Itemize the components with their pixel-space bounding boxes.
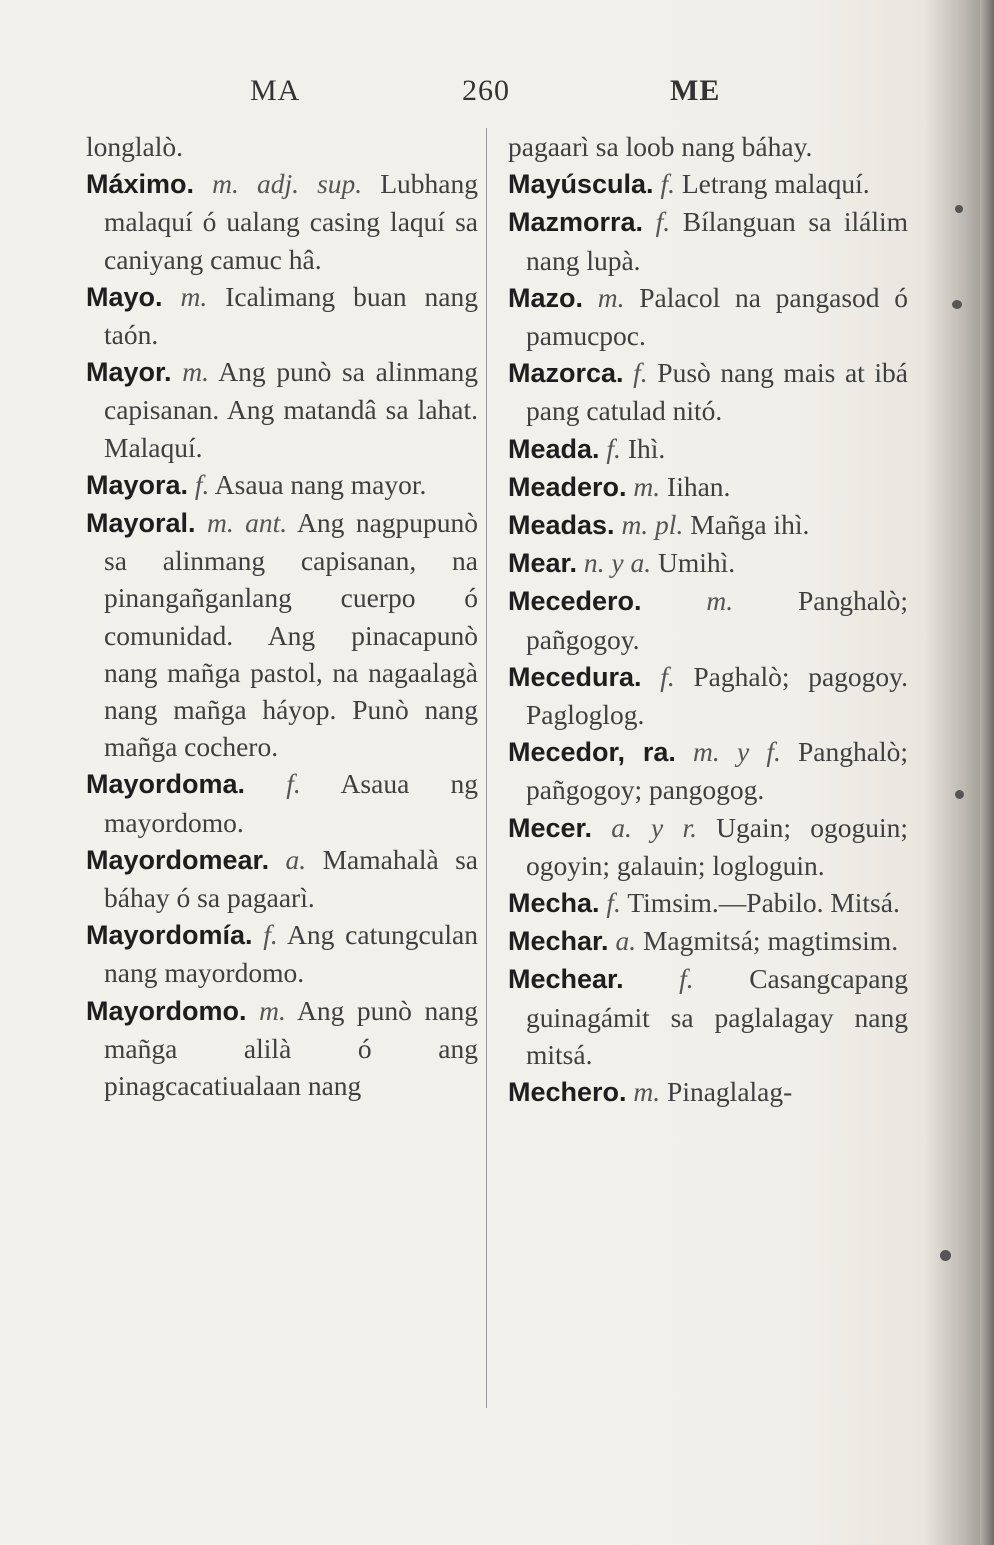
header-right-guide: ME bbox=[670, 74, 721, 107]
entry-grammar-label: f. bbox=[606, 887, 621, 919]
entry-grammar-label: m. bbox=[706, 585, 734, 617]
entry-definition: Ang nagpupunò sa alinmang capisanan, na pinangañganlang cuerpo ó comunidad. Ang pinacapunò nang mañga pastol, na nagaalagà nang mañga háyop. Punò nang mañga cochero. bbox=[104, 507, 479, 763]
entry-headword: Mear. bbox=[508, 548, 578, 579]
entry-headword: Mechear. bbox=[508, 964, 624, 995]
dictionary-entry bbox=[508, 354, 908, 429]
entry-headword: Mayoral. bbox=[86, 508, 196, 539]
column-divider bbox=[486, 128, 487, 1408]
dictionary-entry bbox=[508, 128, 908, 165]
dictionary-entry bbox=[86, 765, 478, 840]
dictionary-entry bbox=[508, 922, 908, 960]
page-number: 260 bbox=[462, 74, 510, 107]
entry-definition: Lubhang malaquí ó ualang casing laquí sa caniyang camuc hâ. bbox=[104, 168, 478, 275]
dictionary-entry bbox=[508, 582, 908, 657]
entry-grammar-label: m. bbox=[633, 470, 661, 502]
entry-headword: Mecedura. bbox=[508, 661, 642, 692]
entry-definition: Panghalò; pañgogoy. bbox=[526, 585, 908, 655]
dictionary-entry bbox=[508, 733, 908, 808]
entry-definition: Mamahalà sa báhay ó sa pagaarì. bbox=[104, 843, 479, 914]
left-column bbox=[86, 128, 478, 1104]
dictionary-entry bbox=[508, 506, 908, 544]
entry-headword: Máximo. bbox=[86, 169, 195, 200]
entry-headword: Mayordomear. bbox=[86, 844, 270, 875]
entry-headword: Mazmorra. bbox=[508, 207, 644, 238]
entry-headword: Mayúscula. bbox=[508, 169, 654, 200]
entry-headword: Mayordomo. bbox=[86, 995, 247, 1026]
entry-headword: Mayordoma. bbox=[86, 769, 246, 800]
entry-grammar-label: f. bbox=[660, 168, 675, 200]
entry-grammar-label: m. bbox=[182, 356, 210, 388]
entry-grammar-label: m. bbox=[259, 994, 286, 1026]
entry-definition: Iihan. bbox=[667, 470, 731, 502]
entry-headword: Mayordomía. bbox=[86, 920, 253, 951]
dictionary-entry bbox=[508, 430, 908, 468]
entry-definition: pagaarì sa loob nang báhay. bbox=[508, 131, 813, 162]
entry-grammar-label: f. bbox=[606, 432, 621, 464]
dictionary-entry bbox=[86, 992, 478, 1105]
dictionary-entry bbox=[508, 658, 908, 733]
entry-headword: Meadero. bbox=[508, 471, 627, 502]
entry-definition: Pinaglalag- bbox=[667, 1076, 793, 1108]
dictionary-entry bbox=[508, 544, 908, 582]
entry-definition: Casangcapang guinagámit sa paglalagay nang mitsá. bbox=[526, 963, 909, 1070]
entry-grammar-label: f. bbox=[263, 919, 278, 951]
entry-definition: Ihì. bbox=[627, 432, 666, 464]
entry-headword: Mecer. bbox=[508, 812, 593, 843]
entry-headword: Meadas. bbox=[508, 510, 615, 541]
entry-grammar-label: n. y a. bbox=[583, 547, 652, 579]
entry-headword: Mecedero. bbox=[508, 586, 642, 617]
entry-definition: Ang punò nang mañga alilà ó ang pinagcacatiualaan nang bbox=[104, 994, 478, 1102]
dictionary-entry bbox=[508, 468, 908, 506]
dictionary-entry bbox=[86, 504, 478, 765]
entry-headword: Mecedor, ra. bbox=[508, 737, 676, 768]
entry-grammar-label: f. bbox=[286, 768, 301, 800]
dictionary-entry bbox=[86, 353, 478, 466]
entry-definition: Magmitsá; magtimsim. bbox=[642, 925, 899, 957]
entry-headword: Mayo. bbox=[86, 281, 163, 312]
entry-grammar-label: f. bbox=[655, 206, 671, 238]
entry-definition: Asaua nang mayor. bbox=[214, 468, 427, 500]
page-edge-shadow bbox=[980, 0, 994, 1545]
dictionary-entry bbox=[86, 278, 478, 353]
entry-definition: Palacol na pangasod ó pamucpoc. bbox=[526, 281, 909, 352]
entry-definition: Pusò nang mais at ibá pang catulad nitó. bbox=[526, 357, 909, 427]
entry-grammar-label: m. pl. bbox=[621, 509, 684, 541]
dictionary-entry bbox=[508, 165, 908, 203]
running-header bbox=[80, 74, 900, 114]
entry-grammar-label: f. bbox=[633, 357, 648, 389]
dictionary-entry bbox=[508, 960, 908, 1073]
dictionary-entry bbox=[86, 916, 478, 991]
dictionary-entry bbox=[86, 841, 478, 916]
dictionary-entry bbox=[86, 165, 478, 278]
dictionary-entry bbox=[86, 466, 478, 504]
dictionary-entry bbox=[508, 203, 908, 278]
dictionary-entry bbox=[508, 809, 908, 884]
entry-grammar-label: a. y r. bbox=[611, 811, 697, 843]
entry-definition: Panghalò; pañgogoy; pangogog. bbox=[526, 736, 909, 806]
entry-grammar-label: f. bbox=[660, 660, 675, 692]
entry-grammar-label: m. adj. sup. bbox=[212, 168, 363, 200]
entry-definition: Ugain; ogoguin; ogoyin; galauin; logloguin. bbox=[526, 811, 908, 881]
entry-grammar-label: a. bbox=[285, 843, 307, 875]
entry-grammar-label: m. bbox=[180, 280, 208, 312]
entry-grammar-label: m. y f. bbox=[693, 736, 781, 768]
entry-grammar-label: m. ant. bbox=[206, 507, 288, 539]
entry-definition: Icalimang buan nang taón. bbox=[104, 280, 479, 351]
entry-definition: Paghalò; pagogoy. Pagloglog. bbox=[526, 660, 908, 731]
entry-headword: Mayora. bbox=[86, 469, 189, 500]
entry-headword: Mechar. bbox=[508, 926, 609, 957]
dictionary-entry bbox=[508, 884, 908, 922]
entry-definition: Umihì. bbox=[658, 547, 736, 579]
entry-definition: Ang catungculan nang mayordomo. bbox=[104, 919, 479, 989]
entry-headword: Mechero. bbox=[508, 1077, 627, 1108]
entry-grammar-label: a. bbox=[615, 925, 637, 957]
entry-headword: Mecha. bbox=[508, 888, 600, 919]
entry-headword: Mazorca. bbox=[508, 358, 624, 389]
entry-definition: Timsim.—Pabilo. Mitsá. bbox=[627, 887, 900, 919]
entry-definition: Bílanguan sa ilálim nang lupà. bbox=[526, 206, 909, 276]
entry-definition: Letrang malaquí. bbox=[681, 168, 870, 200]
entry-headword: Meada. bbox=[508, 433, 600, 464]
entry-headword: Mayor. bbox=[86, 357, 172, 388]
entry-grammar-label: f. bbox=[194, 468, 210, 500]
header-left-guide: MA bbox=[250, 74, 301, 107]
dictionary-entry bbox=[508, 1073, 908, 1111]
entry-grammar-label: m. bbox=[597, 281, 625, 313]
entry-grammar-label: f. bbox=[679, 963, 694, 995]
entry-grammar-label: m. bbox=[633, 1076, 661, 1108]
dictionary-entry bbox=[508, 279, 908, 354]
entry-definition: Mañga ihì. bbox=[690, 509, 810, 541]
entry-definition: longlalò. bbox=[86, 131, 184, 162]
entry-definition: Ang punò sa alinmang capisanan. Ang matandâ sa lahat. Malaquí. bbox=[104, 356, 479, 463]
right-column bbox=[508, 128, 908, 1111]
entry-headword: Mazo. bbox=[508, 282, 584, 313]
entry-definition: Asaua ng mayordomo. bbox=[104, 768, 479, 838]
dictionary-entry bbox=[86, 128, 478, 165]
